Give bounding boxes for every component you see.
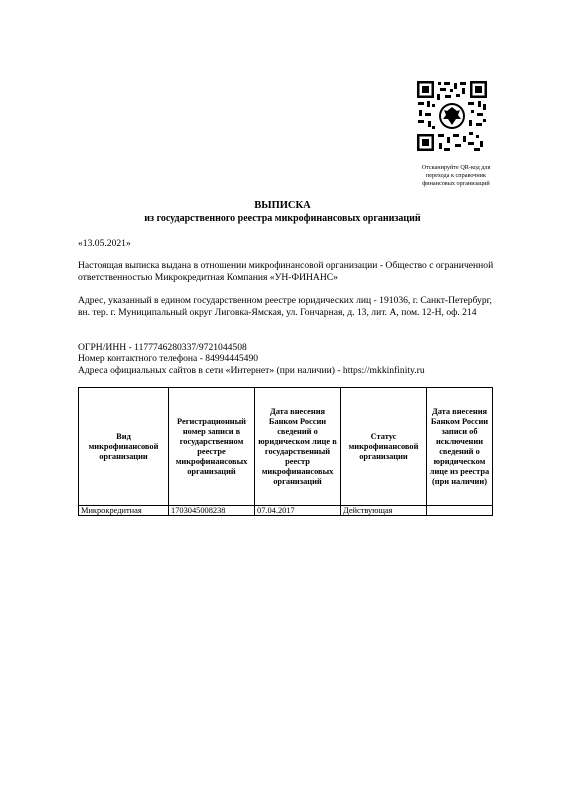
header-status: Статус микрофинансовой организации [341,388,427,506]
cell-status: Действующая [341,506,427,516]
qr-caption [408,164,504,188]
qr-caption-line: перехода к справочник [425,172,487,179]
cell-org-type: Микрокредитная [79,506,169,516]
table-row [79,506,493,516]
cell-reg-number: 1703045008238 [169,506,255,516]
registry-table [78,387,493,516]
qr-code [416,80,488,152]
phone-line: Номер контактного телефона - 84994445490 [78,353,259,364]
document-subtitle: из государственного реестра микрофинансовых организаций [144,213,421,224]
address-paragraph: Адрес, указанный в едином государственном реестре юридических лиц - 191036, г. Санкт-Петербург, вн. тер. г. Муниципальный округ Лиговка-Ямская, ул. Гончарная, д. 13, лит. А, пом. 12-Н, оф. 214 [78,295,492,318]
document-date: «13.05.2021» [78,238,131,249]
header-exclusion-date: Дата внесения Банком России записи об исключении сведений о юридическом лице из реестра (при наличии) [427,388,493,506]
ogrn-inn-line: ОГРН/ИНН - 1177746280337/9721044508 [78,342,247,353]
websites-line: Адреса официальных сайтов в сети «Интернет» (при наличии) - https://mkkinfinity.ru [78,365,425,376]
qr-caption-line: Отсканируйте QR-код для [421,164,491,171]
cell-inclusion-date: 07.04.2017 [255,506,341,516]
qr-caption-line: финансовых организаций [422,180,490,187]
header-org-type: Вид микрофинансовой организации [79,388,169,506]
table-header-row [79,388,493,506]
cell-exclusion-date [427,506,493,516]
header-inclusion-date: Дата внесения Банком России сведений о юридическом лице в государственный реестр микрофинансовых организаций [255,388,341,506]
intro-paragraph: Настоящая выписка выдана в отношении микрофинансовой организации - Общество с ограниченной ответственностью Микрокредитная Компания «УН-ФИНАНС» [78,260,494,283]
header-reg-number: Регистрационный номер записи в государственном реестре микрофинансовых организаций [169,388,255,506]
document-title: ВЫПИСКА [254,200,311,211]
